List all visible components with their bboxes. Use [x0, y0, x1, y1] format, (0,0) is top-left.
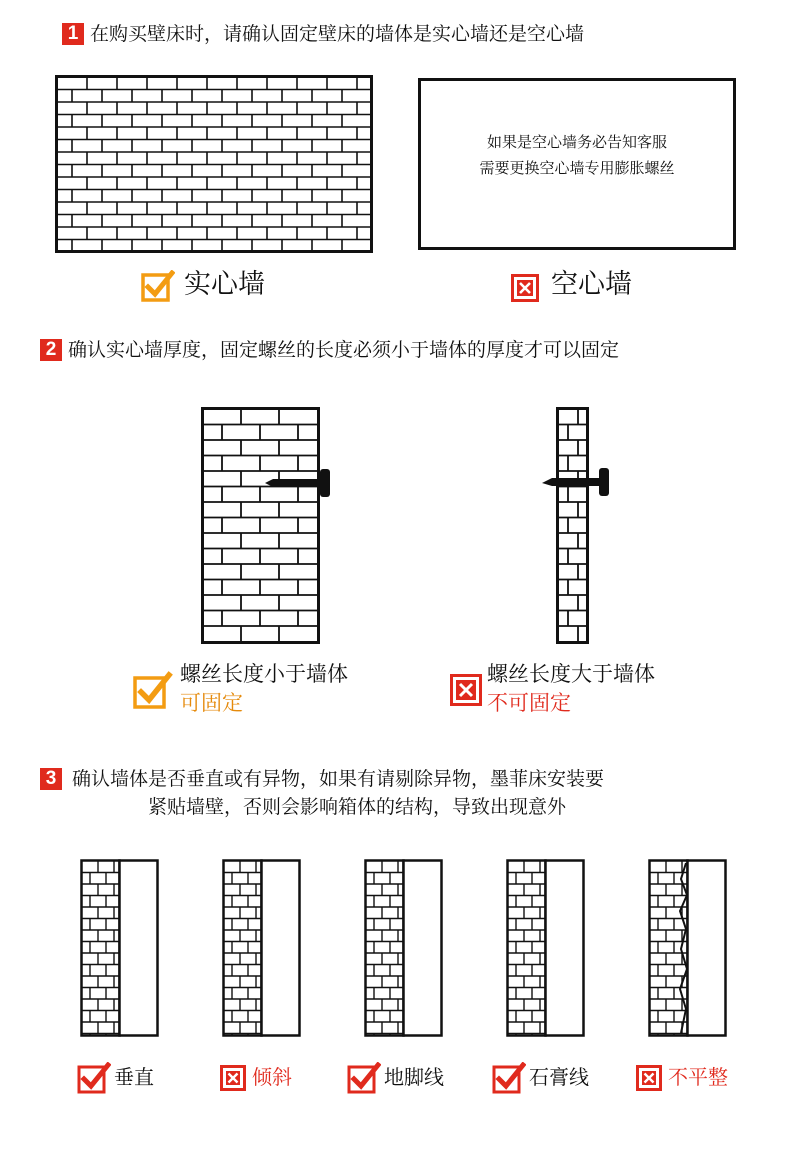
- cross-icon: [511, 274, 539, 302]
- wall-cornice-illustration: [506, 859, 586, 1037]
- bed-cabinet: [546, 861, 584, 1036]
- cross-icon: [220, 1065, 246, 1091]
- wall-tilted-illustration: [222, 859, 302, 1037]
- check-icon: [347, 1062, 381, 1094]
- solid-wall-label: 实心墙: [184, 269, 265, 300]
- thin-wall-illustration: [540, 407, 610, 644]
- screw-bad-result: 不可固定: [487, 691, 571, 715]
- section2-heading: 确认实心墙厚度，固定螺丝的长度必须小于墙体的厚度才可以固定: [68, 339, 620, 361]
- section1-heading: 在购买壁床时，请确认固定壁床的墙体是实心墙还是空心墙: [90, 23, 585, 45]
- wall-uneven-illustration: [648, 859, 728, 1037]
- brick-pattern: [366, 861, 403, 1035]
- bed-cabinet: [688, 861, 726, 1036]
- brick-pattern: [203, 409, 318, 642]
- hollow-wall-illustration: [418, 78, 736, 250]
- bed-cabinet: [404, 861, 442, 1036]
- bed-cabinet: [262, 861, 300, 1036]
- brick-pattern: [82, 861, 119, 1035]
- section3-heading-line2: 紧贴墙壁，否则会影响箱体的结构，导致出现意外: [148, 796, 567, 818]
- case-label-tilted: 倾斜: [252, 1065, 292, 1089]
- brick-pattern: [558, 409, 587, 642]
- check-icon: [133, 671, 173, 709]
- brick-pattern: [57, 77, 371, 251]
- step-number-3: 3: [40, 768, 62, 790]
- cross-icon: [636, 1065, 662, 1091]
- step-number-2: 2: [40, 339, 62, 361]
- solid-brick-wall: [55, 75, 373, 253]
- solid-wall-illustration: [55, 75, 373, 253]
- hollow-wall-label: 空心墙: [551, 269, 632, 300]
- brick-pattern: [508, 861, 545, 1035]
- screw-ok-result: 可固定: [180, 691, 243, 715]
- check-icon: [492, 1062, 526, 1094]
- hollow-wall-note: [421, 129, 733, 181]
- wall-baseboard-illustration: [364, 859, 444, 1037]
- uneven-surface: [680, 863, 687, 1033]
- case-label-baseboard: 地脚线: [384, 1065, 444, 1089]
- step-number-1: 1: [62, 23, 84, 45]
- case-label-cornice: 石膏线: [529, 1065, 589, 1089]
- screw-ok-title: 螺丝长度小于墙体: [180, 662, 348, 686]
- hollow-note-line-1: 如果是空心墙务必告知客服: [486, 133, 667, 151]
- check-icon: [141, 270, 175, 302]
- case-label-uneven: 不平整: [668, 1065, 728, 1089]
- cross-icon: [450, 674, 482, 706]
- section3-heading-line1: 确认墙体是否垂直或有异物，如果有请剔除异物，墨菲床安装要: [72, 768, 605, 790]
- bed-cabinet: [120, 861, 158, 1036]
- brick-pattern: [224, 861, 261, 1035]
- thin-brick-wall: [540, 407, 610, 644]
- hollow-note-line-2: 需要更换空心墙专用膨胀螺丝: [479, 159, 675, 177]
- check-icon: [77, 1062, 111, 1094]
- screw-bad-title: 螺丝长度大于墙体: [487, 662, 655, 686]
- wall-vertical-illustration: [80, 859, 160, 1037]
- case-label-vertical: 垂直: [114, 1065, 154, 1089]
- screw-long: [542, 468, 609, 496]
- thick-brick-wall: [201, 407, 337, 644]
- thick-wall-illustration: [201, 407, 337, 644]
